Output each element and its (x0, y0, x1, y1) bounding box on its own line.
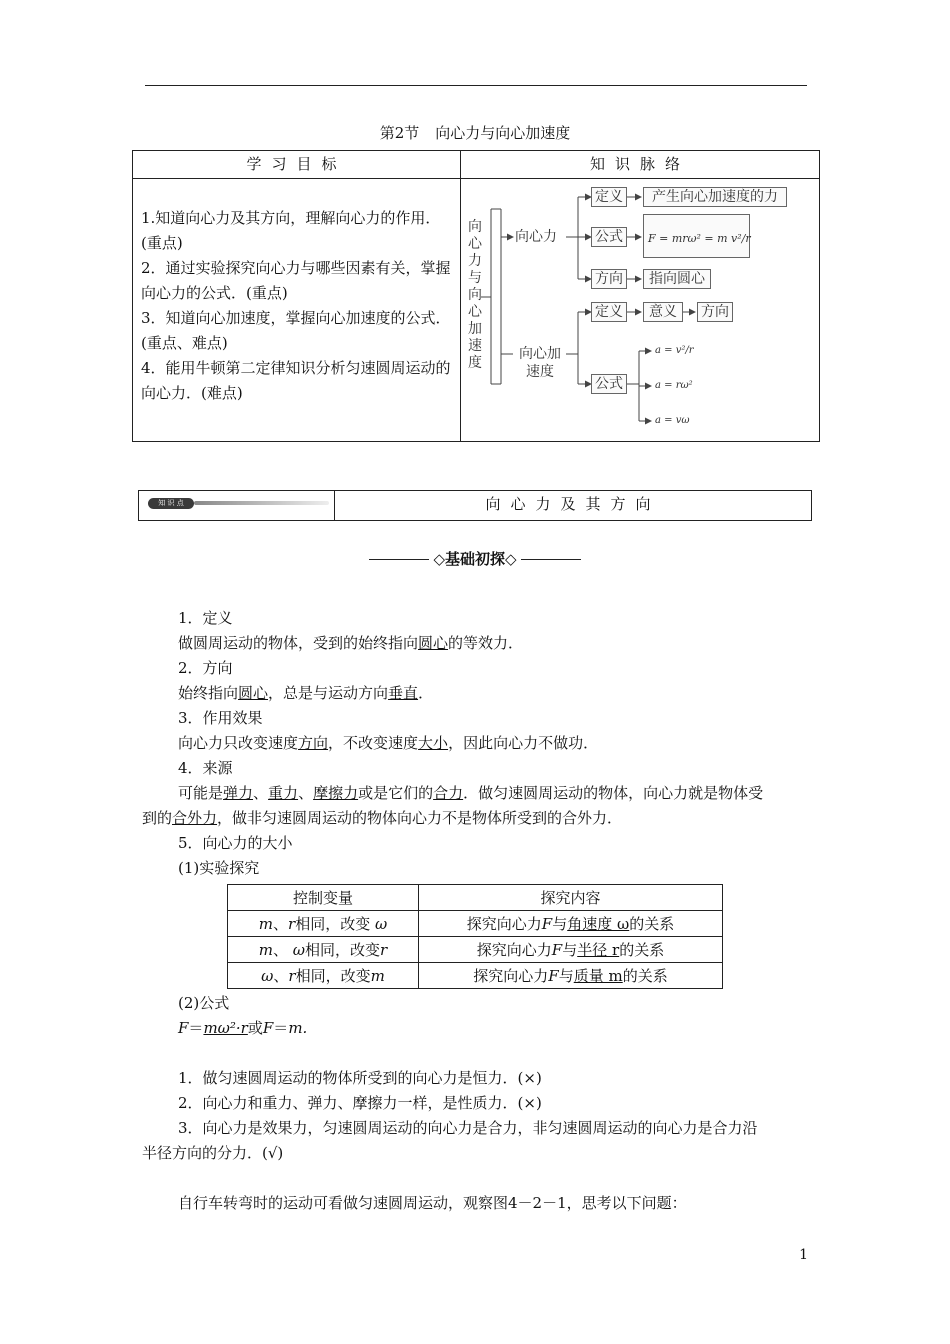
objective-item: 3．知道向心加速度，掌握向心加速度的公式．(重点、难点) (141, 309, 451, 352)
s5-title: 5．向心力的大小 (178, 834, 293, 852)
section-bar-title: 向心力及其方向 (485, 495, 661, 513)
judgment-item: 2．向心力和重力、弹力、摩擦力一样，是性质力．(×) (178, 1094, 542, 1112)
judgment-item: 1．做匀速圆周运动的物体所受到的向心力是恒力．(×) (178, 1069, 542, 1087)
map-accel-meaning-label: 意义 (643, 302, 683, 322)
knowledge-map-header: 知识脉络 (461, 151, 819, 179)
table-cell: m、r相同，改变 ω (228, 911, 419, 937)
badge-decoration (194, 501, 329, 505)
objectives-list (141, 206, 453, 406)
s1-text: 做圆周运动的物体，受到的始终指向圆心的等效力． (178, 634, 524, 652)
formula-line: F＝mω²·r或F＝m. (178, 1019, 308, 1037)
objective-item: 4．能用牛顿第二定律知识分析匀速圆周运动的向心力．(难点) (141, 359, 451, 402)
map-force-label: 向心力 (515, 229, 557, 245)
table-cell: 探究向心力F与角速度 ω的关系 (419, 911, 723, 937)
accel-formula-3: a = vω (655, 415, 690, 426)
heading-rule-left (369, 559, 429, 560)
s4-line1: 可能是弹力、重力、摩擦力或是它们的合力．做匀速圆周运动的物体，向心力就是物体受 (178, 784, 764, 802)
accel-formula-2: a = rω² (655, 380, 693, 391)
map-accel-label: 向心加速度 (519, 346, 561, 380)
heading-rule-right (521, 559, 581, 560)
s3-text: 向心力只改变速度方向，不改变速度大小，因此向心力不做功． (178, 734, 599, 752)
table-header-row (228, 885, 723, 911)
s4-title: 4．来源 (178, 759, 233, 777)
map-accel-definition-label: 定义 (591, 302, 627, 322)
objective-item: 2．通过实验探究向心力与哪些因素有关，掌握向心力的公式．(重点) (141, 259, 451, 302)
accel-formula-1: a = v²/r (655, 345, 694, 356)
table-cell: ω、r相同，改变m (228, 963, 419, 989)
map-accel-direction-label: 方向 (697, 302, 733, 322)
section-badge-area (139, 491, 335, 520)
s2-text: 始终指向圆心，总是与运动方向垂直． (178, 684, 434, 702)
s5-sub2: (2)公式 (178, 994, 230, 1012)
s2-title: 2．方向 (178, 659, 233, 677)
s3-title: 3．作用效果 (178, 709, 263, 727)
s1-title: 1．定义 (178, 609, 233, 627)
map-force-direction-value: 指向圆心 (643, 269, 711, 289)
table-cell: 探究向心力F与半径 r的关系 (419, 937, 723, 963)
judgment-item: 半径方向的分力．(√) (142, 1144, 284, 1162)
table-cell: m、 ω相同，改变r (228, 937, 419, 963)
table-row (228, 963, 723, 989)
s4-line2: 到的合外力，做非匀速圆周运动的物体向心力不是物体所受到的合外力． (142, 809, 623, 827)
table-row (228, 937, 723, 963)
basic-heading (0, 548, 950, 569)
basic-heading-text: ◇基础初探◇ (433, 550, 517, 568)
section-title: 向心力与向心加速度 (435, 124, 571, 142)
map-force-definition-value: 产生向心加速度的力 (643, 187, 787, 207)
section-badge: 知 识 点 (148, 498, 194, 509)
map-connectors (461, 179, 819, 441)
map-force-formula-label: 公式 (591, 227, 627, 247)
map-root: 向心力与向心加速度 (468, 219, 482, 371)
objectives-table (132, 150, 820, 442)
page-title (0, 122, 950, 143)
judgment-item: 3．向心力是效果力，匀速圆周运动的向心力是合力，非匀速圆周运动的向心力是合力沿 (178, 1119, 758, 1137)
section-number: 第2节 (379, 124, 420, 142)
table-cell: 探究向心力F与质量 m的关系 (419, 963, 723, 989)
map-accel-formula-label: 公式 (591, 374, 627, 394)
objective-item: 1.知道向心力及其方向，理解向心力的作用．(重点) (141, 209, 441, 252)
think-line: 自行车转弯时的运动可看做匀速圆周运动，观察图4－2－1，思考以下问题： (178, 1194, 687, 1212)
map-force-definition-label: 定义 (591, 187, 627, 207)
map-force-formula-value (643, 214, 750, 258)
table-header-cell: 探究内容 (419, 885, 723, 911)
experiment-table (227, 884, 723, 989)
knowledge-map (461, 179, 819, 441)
header-rule (145, 85, 807, 86)
s5-sub1: (1)实验探究 (178, 859, 260, 877)
force-formula-text: F = mrω² = m v²/r (648, 232, 751, 245)
page-number: 1 (799, 1247, 808, 1263)
map-force-direction-label: 方向 (591, 269, 627, 289)
table-row (228, 911, 723, 937)
table-header-cell: 控制变量 (228, 885, 419, 911)
objectives-header: 学习目标 (133, 151, 460, 179)
section-bar (138, 490, 812, 521)
